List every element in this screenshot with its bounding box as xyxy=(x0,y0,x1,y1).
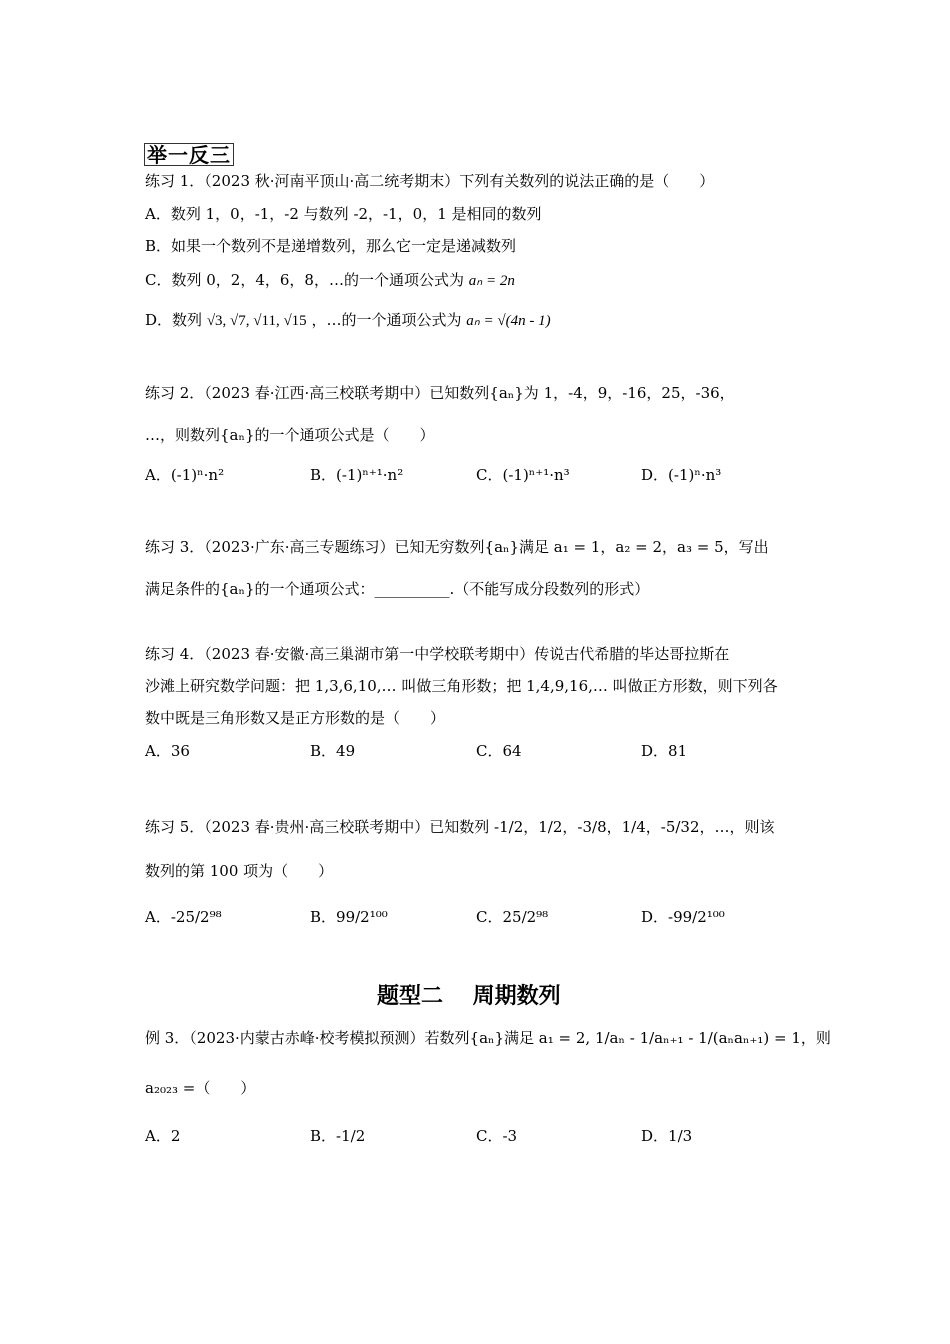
ex4-option-b: B．49 xyxy=(310,742,356,760)
example3-option-a: A．2 xyxy=(145,1127,181,1145)
section-badge: 举一反三 xyxy=(144,143,234,166)
ex1-option-a: A．数列 1，0，-1，-2 与数列 -2，-1，0，1 是相同的数列 xyxy=(145,205,542,223)
ex2-option-b: B．(-1)ⁿ⁺¹·n² xyxy=(310,466,404,484)
ex1-option-d xyxy=(145,313,551,329)
ex5-option-a: A．-25/2⁹⁸ xyxy=(145,908,222,926)
ex4-option-c: C．64 xyxy=(476,742,522,760)
ex4-option-d: D．81 xyxy=(641,742,688,760)
ex5-stem-line1: 练习 5．（2023 春·贵州·高三校联考期中）已知数列 -1/2，1/2，-3/8，1/4，-5/32，…，则该 xyxy=(145,818,775,836)
section-heading: 题型二 周期数列 xyxy=(377,984,561,1009)
example3-option-d: D．1/3 xyxy=(641,1127,693,1145)
ex4-stem-line1: 练习 4．（2023 春·安徽·高三巢湖市第一中学校联考期中）传说古代希腊的毕达哥拉斯在 xyxy=(145,645,730,663)
ex2-option-d: D．(-1)ⁿ·n³ xyxy=(641,466,722,484)
ex2-stem-line1: 练习 2．（2023 春·江西·高三校联考期中）已知数列{aₙ}为 1，-4，9，-16，25，-36， xyxy=(145,384,735,402)
ex5-option-c: C．25/2⁹⁸ xyxy=(476,908,549,926)
ex3-stem-line2: 满足条件的{aₙ}的一个通项公式：__________.（不能写成分段数列的形式） xyxy=(145,580,650,598)
ex1-option-d-formula: aₙ = √(4n - 1) xyxy=(466,313,551,329)
ex1-stem: 练习 1．（2023 秋·河南平顶山·高二统考期末）下列有关数列的说法正确的是（ ） xyxy=(145,172,715,190)
ex1-option-d-text: D．数列 xyxy=(145,311,203,329)
ex3-stem-line1: 练习 3．（2023·广东·高三专题练习）已知无穷数列{aₙ}满足 a₁ = 1，a₂ = 2，a₃ = 5，写出 xyxy=(145,538,769,556)
ex4-stem-line2: 沙滩上研究数学问题：把 1,3,6,10,… 叫做三角形数；把 1,4,9,16,… 叫做正方形数，则下列各 xyxy=(145,677,778,695)
ex2-option-c: C．(-1)ⁿ⁺¹·n³ xyxy=(476,466,570,484)
ex5-stem-line2: 数列的第 100 项为（ ） xyxy=(145,862,334,880)
ex1-option-c xyxy=(145,273,515,289)
example3-option-b: B．-1/2 xyxy=(310,1127,366,1145)
ex4-stem-line3: 数中既是三角形数又是正方形数的是（ ） xyxy=(145,709,446,727)
example3-stem-line2: a₂₀₂₃ =（ ） xyxy=(145,1079,256,1097)
ex4-option-a: A．36 xyxy=(145,742,190,760)
ex1-option-b: B．如果一个数列不是递增数列，那么它一定是递减数列 xyxy=(145,237,517,255)
ex1-option-d-sequence: √3, √7, √11, √15 xyxy=(206,313,307,329)
ex5-option-b: B．99/2¹⁰⁰ xyxy=(310,908,388,926)
ex2-stem-line2: …，则数列{aₙ}的一个通项公式是（ ） xyxy=(145,426,435,444)
ex5-option-d: D．-99/2¹⁰⁰ xyxy=(641,908,725,926)
ex1-option-d-tail: ，…的一个通项公式为 xyxy=(311,311,462,329)
example3-option-c: C．-3 xyxy=(476,1127,518,1145)
ex2-option-a: A．(-1)ⁿ·n² xyxy=(145,466,225,484)
ex1-option-c-formula: aₙ = 2n xyxy=(468,273,515,289)
example3-stem-line1: 例 3．（2023·内蒙古赤峰·校考模拟预测）若数列{aₙ}满足 a₁ = 2, 1/aₙ - 1/aₙ₊₁ - 1/(aₙaₙ₊₁) = 1，则 xyxy=(145,1029,831,1047)
ex1-option-c-text: C．数列 0，2，4，6，8，…的一个通项公式为 xyxy=(145,271,464,289)
